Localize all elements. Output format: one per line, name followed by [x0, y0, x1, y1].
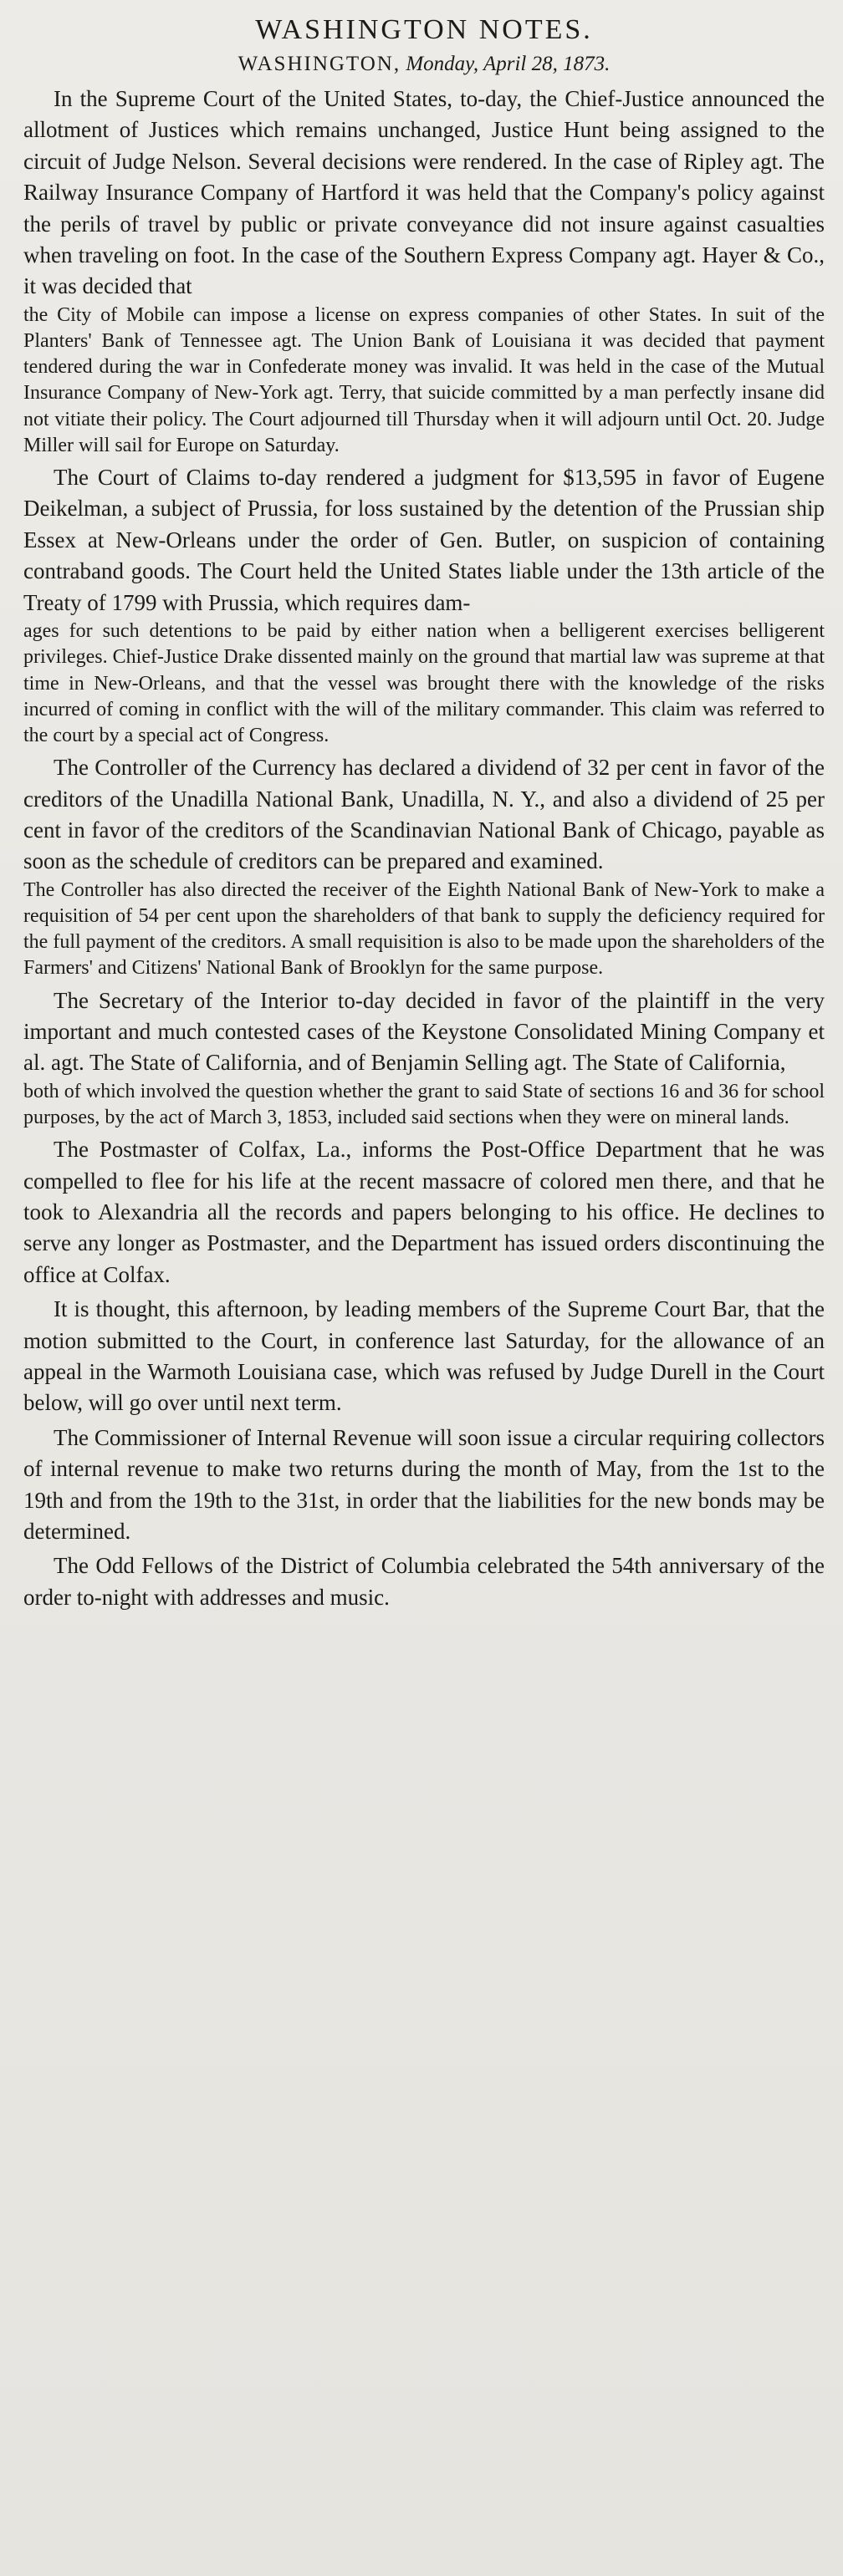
dateline — [23, 48, 825, 80]
paragraph-court-of-claims — [23, 462, 825, 749]
paragraph-text: It is thought, this afternoon, by leading members of the Supreme Court Bar, that the motion submitted to the Court, in conference last Saturday, for the allowance of an appeal in the Warmoth Louisiana case, which was refused by Judge Durell in the Court below, will go over until next term. — [23, 1296, 825, 1416]
paragraph-internal-revenue — [23, 1423, 825, 1548]
paragraph-text: The Odd Fellows of the District of Columbia celebrated the 54th anniversary of the order to-night with addresses and music. — [23, 1553, 825, 1610]
paragraph-supreme-court — [23, 84, 825, 459]
paragraph-text: The Secretary of the Interior to-day decided in favor of the plaintiff in the very important and much contested cases of the Keystone Consolidated Mining Company et al. agt. The State of California, and of Benjamin Selling agt. The State of California, — [23, 987, 825, 1076]
dateline-place: WASHINGTON, — [238, 53, 401, 75]
paragraph-text: In the Supreme Court of the United States, to-day, the Chief-Justice announced the allotment of Justices which remains unchanged, Justice Hunt being assigned to the circuit of Judge Nelson. Several decisions were rendered. In the case of Ripley agt. The Railway Insurance Company of Hartford it was held that the Company's policy against the perils of travel by public or private conveyance did not insure against casualties when traveling on foot. In the case of the Southern Express Company agt. Hayer & Co., it was decided that — [23, 86, 825, 299]
paragraph-postmaster-colfax — [23, 1134, 825, 1291]
paragraph-secretary-interior — [23, 985, 825, 1132]
paragraph-text-small: the City of Mobile can impose a license on express companies of other States. In suit of the Planters' Bank of Tennessee agt. The Union Bank of Louisiana it was decided that payment tendered during the war in Confederate money was invalid. It was held in the case of the Mutual Insurance Company of New-York agt. Terry, that suicide committed by a man perfectly insane did not vitiate their policy. The Court adjourned till Thursday when it will adjourn until Oct. 20. Judge Miller will sail for Europe on Saturday. — [23, 303, 825, 456]
headline: WASHINGTON NOTES. — [255, 14, 593, 45]
paragraph-text-small: ages for such detentions to be paid by either nation when a belligerent exercises belligerent privileges. Chief-Justice Drake dissented mainly on the ground that martial law was supreme at that time in New-Orleans, and that the vessel was brought there with the knowledge of the risks incurred of coming in conflict with the will of the military commander. This claim was referred to the court by a special act of Congress. — [23, 620, 825, 746]
paragraph-odd-fellows — [23, 1550, 825, 1613]
paragraph-text: The Controller of the Currency has declared a dividend of 32 per cent in favor of the creditors of the Unadilla National Bank, Unadilla, N. Y., and also a dividend of 25 per cent in favor of the creditors of the Scandinavian National Bank of Chicago, payable as soon as the schedule of creditors can be prepared and examined. — [23, 755, 825, 874]
paragraph-supreme-court-bar — [23, 1294, 825, 1419]
paragraph-text: The Court of Claims to-day rendered a judgment for $13,595 in favor of Eugene Deikelman, a subject of Prussia, for loss sustained by the detention of the Prussian ship Essex at New-Orleans under the order of Gen. Butler, on suspicion of containing contraband goods. The Court held the United States liable under the 13th article of the Treaty of 1799 with Prussia, which requires dam- — [23, 465, 825, 615]
paragraph-text: The Commissioner of Internal Revenue will soon issue a circular requiring collectors of internal revenue to make two returns during the month of May, from the 1st to the 19th and from the 19th to the 31st, in order that the liabilities for the new bonds may be determined. — [23, 1424, 825, 1545]
paragraph-controller-currency — [23, 752, 825, 981]
dateline-date: Monday, April 28, 1873. — [406, 53, 611, 75]
paragraph-text: The Postmaster of Colfax, La., informs the Post-Office Department that he was compelled to flee for his life at the recent massacre of colored men there, and that he took to Alexandria all the records and papers belonging to his office. He declines to serve any longer as Postmaster, and the Department has issued orders discontinuing the office at Colfax. — [23, 1137, 825, 1287]
paragraph-text-small: The Controller has also directed the receiver of the Eighth National Bank of New-York to make a requisition of 54 per cent upon the shareholders of that bank to supply the deficiency required for the full payment of the creditors. A small requisition is also to be made upon the shareholders of the Farmers' and Citizens' National Bank of Brooklyn for the same purpose. — [23, 878, 825, 980]
paragraph-text-small: both of which involved the question whether the grant to said State of sections 16 and 36 for school purposes, by the act of March 3, 1853, included said sections when they were on mineral lands. — [23, 1080, 825, 1128]
